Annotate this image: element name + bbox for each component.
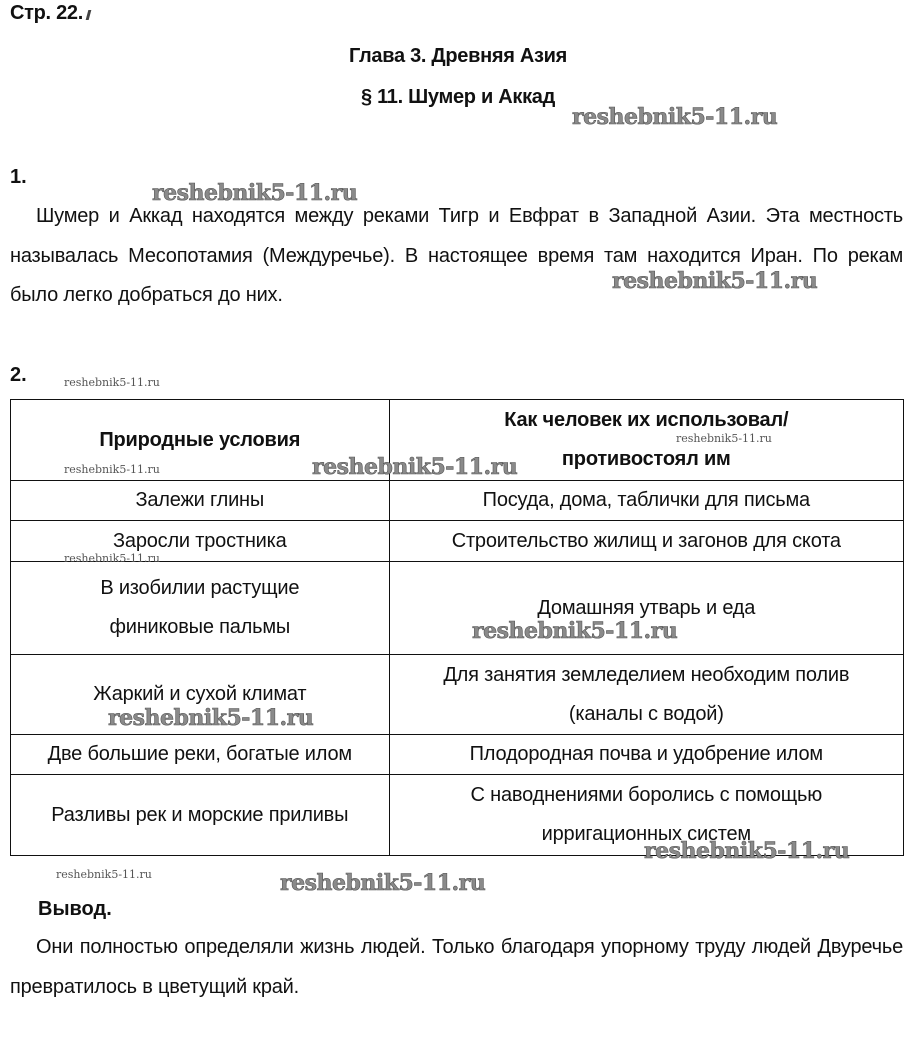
- condition-cell: Две большие реки, богатые илом: [11, 735, 390, 775]
- table-row: [11, 562, 904, 655]
- watermark: reshebnik5-11.ru: [612, 268, 818, 294]
- usage-line-2: ирригационных систем: [541, 823, 751, 845]
- usage-line-2: (каналы с водой): [568, 702, 724, 725]
- section-title: § 11. Шумер и Аккад: [360, 86, 556, 108]
- watermark: reshebnik5-11.ru: [152, 180, 358, 206]
- table-row: [11, 521, 904, 562]
- usage-cell: Домашняя утварь и еда: [389, 562, 903, 655]
- usage-cell: Посуда, дома, таблички для письма: [389, 481, 903, 521]
- usage-cell: [389, 775, 903, 856]
- watermark: reshebnik5-11.ru: [312, 454, 518, 480]
- watermark: reshebnik5-11.ru: [56, 868, 152, 881]
- task-2-number: 2.: [10, 364, 27, 386]
- condition-line-2: финиковые пальмы: [109, 616, 291, 638]
- usage-line-1: Для занятия земледелием необходим полив: [443, 663, 850, 686]
- condition-cell: [11, 562, 390, 655]
- page-reference-text: Стр. 22.: [10, 2, 83, 24]
- watermark: reshebnik5-11.ru: [472, 618, 678, 644]
- page-reference: [10, 2, 90, 25]
- condition-cell: Жаркий и сухой климат: [11, 655, 390, 735]
- watermark: reshebnik5-11.ru: [108, 705, 314, 731]
- chapter-title: Глава 3. Древняя Азия: [348, 45, 568, 67]
- table-row: [11, 481, 904, 521]
- task-1-answer: Шумер и Аккад находятся между реками Тигр и Евфрат в Западной Азии. Эта местность называлась Месопотамия (Междуречье). В настоящее время там находится Иран. По рекам было легко добраться до них.: [10, 205, 903, 306]
- table-row: [11, 655, 904, 735]
- watermark: reshebnik5-11.ru: [644, 838, 850, 864]
- usage-line-1: С наводнениями боролись с помощью: [470, 784, 823, 806]
- usage-cell: Плодородная почва и удобрение илом: [389, 735, 903, 775]
- cropped-mark: [86, 10, 92, 20]
- column-header-usage: [389, 400, 903, 481]
- usage-cell: [389, 655, 903, 735]
- watermark: reshebnik5-11.ru: [64, 376, 160, 389]
- watermark: reshebnik5-11.ru: [676, 432, 772, 445]
- column-header-usage-line-2: противостоял им: [561, 448, 731, 470]
- conditions-table: [10, 399, 904, 856]
- watermark: reshebnik5-11.ru: [64, 463, 160, 476]
- condition-cell: Залежи глины: [11, 481, 390, 521]
- table-row: [11, 735, 904, 775]
- conclusion-title: Вывод.: [38, 898, 112, 920]
- task-1-number: 1.: [10, 166, 27, 188]
- watermark: reshebnik5-11.ru: [280, 870, 486, 896]
- table-row: [11, 775, 904, 856]
- usage-cell: Строительство жилищ и загонов для скота: [389, 521, 903, 562]
- condition-line-1: В изобилии растущие: [100, 577, 300, 599]
- watermark: reshebnik5-11.ru: [572, 104, 778, 130]
- column-header-conditions: Природные условия: [11, 400, 390, 481]
- conclusion-text: Они полностью определяли жизнь людей. Только благодаря упорному труду людей Двуречье превратилось в цветущий край.: [10, 936, 903, 998]
- watermark: reshebnik5-11.ru: [64, 552, 160, 565]
- table-header-row: [11, 400, 904, 481]
- condition-cell: Заросли тростника: [11, 521, 390, 562]
- condition-cell: Разливы рек и морские приливы: [11, 775, 390, 856]
- column-header-usage-line-1: Как человек их использовал/: [504, 409, 789, 431]
